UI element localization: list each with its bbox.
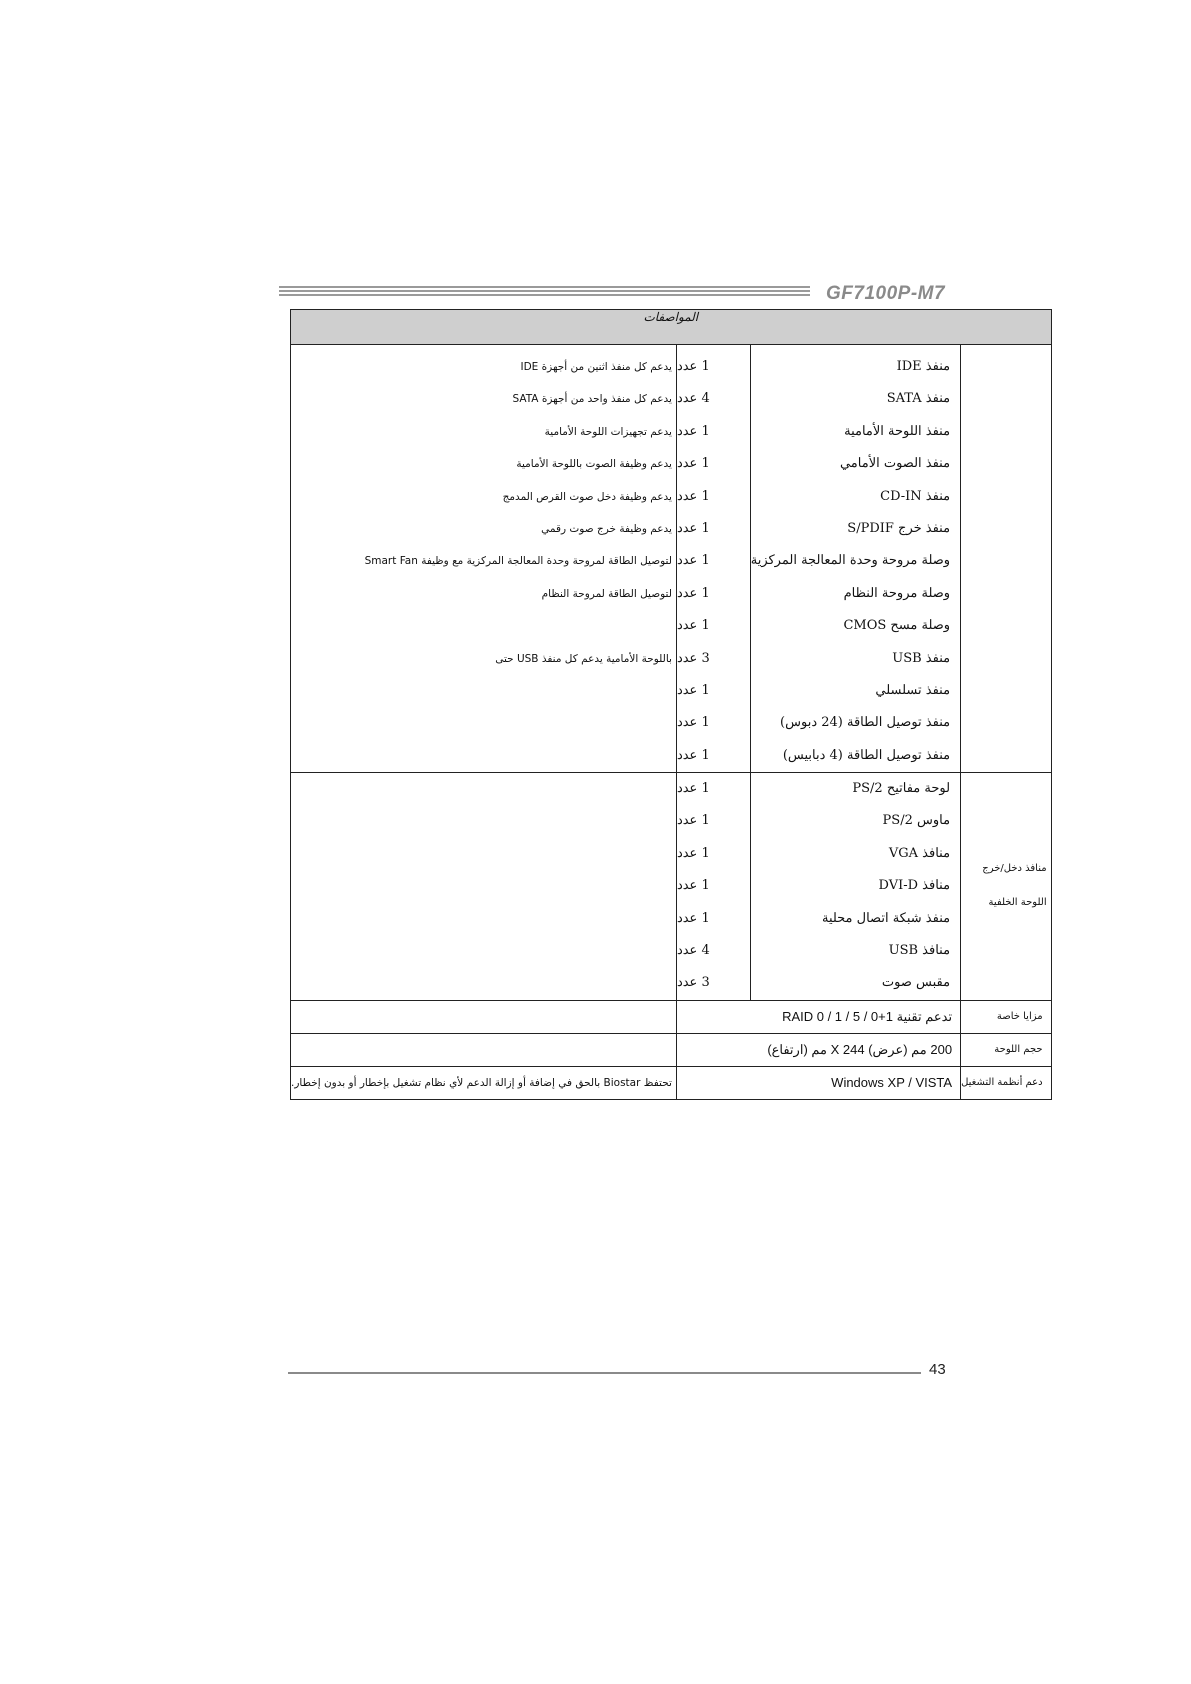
spec-description: لتوصيل الطاقة لمروحة وحدة المعالجة المركزية مع وظيفة Smart Fan <box>364 555 672 568</box>
spec-item: منفذ خرج S/PDIF <box>847 520 951 536</box>
spec-quantity: 1 عدد <box>676 910 710 926</box>
spec-quantity: 1 عدد <box>676 682 710 698</box>
spec-item: وصلة مروحة النظام <box>843 585 951 601</box>
item-column <box>750 345 960 773</box>
specifications-table <box>290 309 1052 1100</box>
spec-quantity: 1 عدد <box>676 585 710 601</box>
spec-description: يدعم وظيفة دخل صوت القرص المدمج <box>502 490 672 503</box>
spec-quantity: 1 عدد <box>676 715 710 731</box>
spec-quantity: 1 عدد <box>676 359 710 374</box>
spec-description: يدعم كل منفذ واحد من أجهزة SATA <box>512 393 672 406</box>
spec-item: منفذ الصوت الأمامي <box>839 456 951 472</box>
quantity-column <box>676 773 750 1001</box>
spec-description: يدعم وظيفة خرج صوت رقمي <box>541 522 672 535</box>
spec-item: منافذ DVI-D <box>878 878 951 894</box>
table-title: المواصفات <box>291 310 1052 345</box>
spec-description: باللوحة الأمامية يدعم كل منفذ USB حتى <box>495 652 672 665</box>
spec-item: منفذ IDE <box>896 359 951 374</box>
internal-connectors-group <box>291 345 1052 773</box>
spec-item: منفذ توصيل الطاقة (4 دبابيس) <box>782 747 951 763</box>
spec-quantity: 1 عدد <box>676 423 710 439</box>
spec-quantity: 1 عدد <box>676 845 710 861</box>
spec-description <box>291 740 676 772</box>
item-column <box>750 773 960 1001</box>
spec-item: وصلة مروحة وحدة المعالجة المركزية <box>750 553 951 569</box>
description-column <box>291 345 677 773</box>
spec-item: منفذ USB <box>892 650 951 666</box>
spec-quantity: 3 عدد <box>676 975 710 991</box>
special-features-label: مزايا خاصة <box>996 1010 1043 1022</box>
footer-rule <box>288 1372 921 1374</box>
board-size-label: حجم اللوحة <box>994 1043 1043 1055</box>
spec-item: ماوس PS/2 <box>882 813 951 829</box>
description-column <box>291 773 677 1001</box>
spec-quantity: 1 عدد <box>676 747 710 763</box>
spec-item: وصلة مسح CMOS <box>843 618 951 634</box>
spec-item: منفذ CD-IN <box>880 488 951 504</box>
model-title: GF7100P-M7 <box>826 283 946 304</box>
spec-item: منفذ شبكة اتصال محلية <box>821 910 951 926</box>
page-number: 43 <box>929 1361 946 1378</box>
spec-item: منفذ اللوحة الأمامية <box>844 423 951 439</box>
spec-description: يدعم وظيفة الصوت باللوحة الأمامية <box>516 458 672 471</box>
spec-quantity: 1 عدد <box>676 781 710 797</box>
spec-description <box>291 675 676 707</box>
spec-quantity: 1 عدد <box>676 618 710 634</box>
spec-quantity: 1 عدد <box>676 520 710 536</box>
os-support-label: دعم أنظمة التشغيل <box>961 1076 1043 1088</box>
spec-quantity: 1 عدد <box>676 878 710 894</box>
spec-quantity: 4 عدد <box>676 391 710 407</box>
spec-item: منافذ USB <box>888 943 951 959</box>
spec-quantity: 1 عدد <box>676 488 710 504</box>
spec-quantity: 4 عدد <box>676 943 710 959</box>
quantity-column <box>676 345 750 773</box>
spec-quantity: 1 عدد <box>676 456 710 472</box>
spec-item: منافذ VGA <box>888 845 951 861</box>
spec-item: منفذ توصيل الطاقة (24 دبوس) <box>780 715 951 731</box>
spec-item: لوحة مفاتيح PS/2 <box>852 781 951 797</box>
os-support-value: Windows XP / VISTA <box>831 1074 953 1090</box>
special-features-value: تدعم تقنية RAID 0 / 1 / 5 / 0+1 <box>782 1008 953 1024</box>
os-support-note: تحتفظ Biostar بالحق في إضافة أو إزالة الدعم لأي نظام تشغيل بإخطار أو بدون إخطار. <box>291 1076 672 1089</box>
spec-description: لتوصيل الطاقة لمروحة النظام <box>541 587 672 600</box>
spec-description: يدعم تجهيزات اللوحة الأمامية <box>544 425 672 438</box>
spec-quantity: 1 عدد <box>676 553 710 569</box>
spec-item: منفذ SATA <box>886 391 951 407</box>
spec-quantity: 3 عدد <box>676 650 710 666</box>
board-size-value: 200 مم (عرض) X 244 مم (ارتفاع) <box>767 1041 953 1057</box>
spec-description: يدعم كل منفذ اثنين من أجهزة IDE <box>520 361 672 373</box>
spec-quantity: 1 عدد <box>676 813 710 829</box>
spec-description <box>291 707 676 739</box>
spec-description <box>291 610 676 642</box>
os-support-row <box>291 1066 1052 1099</box>
internal-category-cell <box>961 345 1052 773</box>
header-rule <box>279 286 810 300</box>
back-panel-io-group <box>291 773 1052 1001</box>
back-panel-category-line1: منافذ دخل/خرج <box>982 863 1047 875</box>
back-panel-category-line2: اللوحة الخلفية <box>988 897 1047 909</box>
special-features-row <box>291 1000 1052 1033</box>
back-panel-category-cell <box>961 773 1052 1001</box>
board-size-row <box>291 1033 1052 1066</box>
spec-item: مقبس صوت <box>881 975 951 991</box>
spec-item: منفذ تسلسلي <box>875 682 951 698</box>
